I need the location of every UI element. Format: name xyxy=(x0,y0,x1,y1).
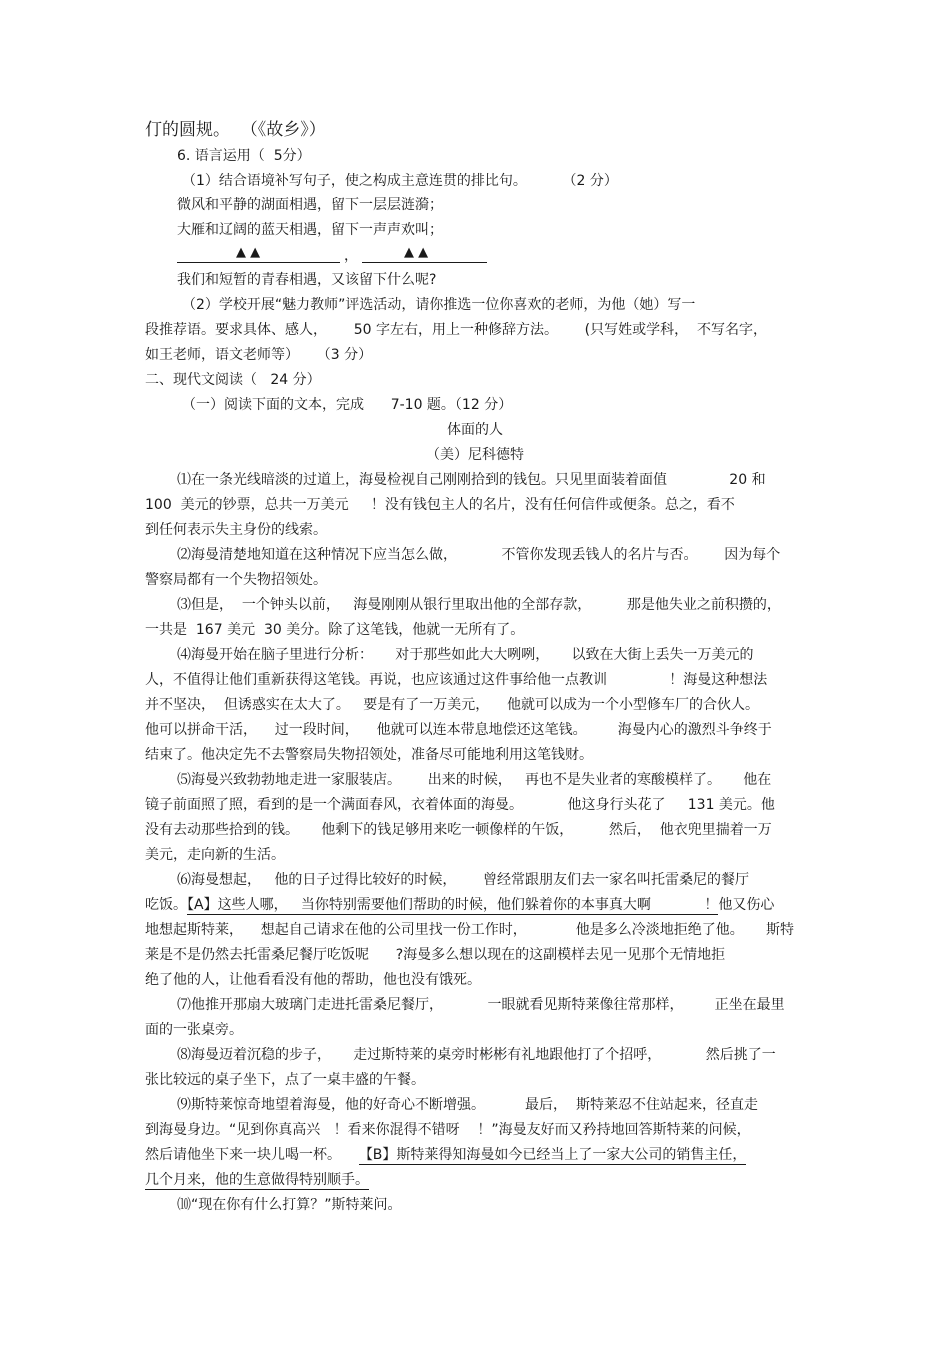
text-line: 微风和平静的湖面相遇，留下一层层涟漪； xyxy=(177,197,443,213)
question-prompt: （2）学校开展“魅力教师”评选活动，请你推选一位你喜欢的老师，为他（她）写一 xyxy=(182,297,696,313)
paragraph-line: 莱是不是仍然去托雷桑尼餐厅吃饭呢 ?海曼多么想以现在的这副模样去见一见那个无情地拒 xyxy=(145,947,726,963)
paragraph-line: 绝了他的人，让他看看没有他的帮助，他也没有饿死。 xyxy=(145,972,481,988)
paragraph-line: 没有去动那些拾到的钱。 他剩下的钱足够用来吃一顿像样的午饭， 然后， 他衣兜里揣着一万 xyxy=(145,822,772,838)
text-line: 大雁和辽阔的蓝天相遇，留下一声声欢叫； xyxy=(177,222,443,238)
paragraph-line: 到海曼身边。“见到你真高兴 ！看来你混得不错呀 ！”海曼友好而又矜持地回答斯特莱的问候， xyxy=(145,1122,751,1138)
paragraph-line: ⑹海曼想起， 他的日子过得比较好的时候， 曾经常跟朋友们去一家名叫托雷桑尼的餐厅 xyxy=(177,872,750,888)
paragraph-line: ⑻海曼迈着沉稳的步子， 走过斯特莱的桌旁时彬彬有礼地跟他打了个招呼， 然后挑了一 xyxy=(177,1047,776,1063)
paragraph-line: 一共是 167 美元 30 美分。除了这笔钱，他就一无所有了。 xyxy=(145,622,525,638)
article-author: （美）尼科德特 xyxy=(426,447,524,463)
question-heading: 6. 语言运用（ 5分） xyxy=(177,148,311,164)
paragraph-line: ⑶但是， 一个钟头以前， 海曼刚刚从银行里取出他的全部存款， 那是他失业之前积攒的， xyxy=(177,597,781,613)
paragraph-line xyxy=(145,895,774,915)
paragraph-line: ⑸海曼兴致勃勃地走进一家服装店。 出来的时候， 再也不是失业者的寒酸模样了。 他在 xyxy=(177,772,772,788)
paragraph-line: ⑴在一条光线暗淡的过道上，海曼检视自己刚刚拾到的钱包。只见里面装着面值 20 和 xyxy=(177,472,766,488)
paragraph-line: 他可以拼命干活， 过一段时间， 他就可以连本带息地偿还这笔钱。 海曼内心的激烈斗争终于 xyxy=(145,722,772,738)
underlined-passage-b-cont: 几个月来，他的生意做得特别顺手。 xyxy=(145,1172,369,1188)
paragraph-line: 结束了。他决定先不去警察局失物招领处，准备尽可能地利用这笔钱财。 xyxy=(145,747,593,763)
text-line: 如王老师，语文老师等） （3 分） xyxy=(145,347,373,363)
paragraph-line: ⑼斯特莱惊奇地望着海曼，他的好奇心不断增强。 最后， 斯特莱忍不住站起来，径直走 xyxy=(177,1097,758,1113)
paragraph-line: 并不坚决， 但诱惑实在太大了。 要是有了一万美元， 他就可以成为一个小型修车厂的合伙人。 xyxy=(145,697,760,713)
text-segment: 他又伤心 xyxy=(718,897,775,913)
paragraph-line xyxy=(145,1145,746,1165)
text-line: 仃的圆规。 （《故乡》） xyxy=(145,120,326,140)
text-segment: 然后请他坐下来一块儿喝一杯。 xyxy=(145,1147,359,1163)
paragraph-line: 张比较远的桌子坐下，点了一桌丰盛的午餐。 xyxy=(145,1072,425,1088)
text-line: 我们和短暂的青春相遇，又该留下什么呢? xyxy=(177,272,437,288)
paragraph-line: 警察局都有一个失物招领处。 xyxy=(145,572,327,588)
article-title: 体面的人 xyxy=(447,422,503,438)
answer-blank[interactable] xyxy=(362,262,487,263)
paragraph-line: ⑵海曼清楚地知道在这种情况下应当怎么做， 不管你发现丢钱人的名片与否。 因为每个 xyxy=(177,547,781,563)
triangle-marker: ▲ ▲ xyxy=(236,245,261,260)
paragraph-line: 镜子前面照了照，看到的是一个满面春风，衣着体面的海曼。 他这身行头花了 131 美元。他 xyxy=(145,797,775,813)
triangle-marker: ▲ ▲ xyxy=(404,245,429,260)
paragraph-line: ⑺他推开那扇大玻璃门走进托雷桑尼餐厅， 一眼就看见斯特莱像往常那样， 正坐在最里 xyxy=(177,997,785,1013)
paragraph-line xyxy=(145,1170,369,1190)
reading-instruction: （一）阅读下面的文本，完成 7-10 题。（12 分） xyxy=(182,397,513,413)
answer-blank[interactable] xyxy=(177,262,340,263)
paragraph-line: 地想起斯特莱， 想起自己请求在他的公司里找一份工作时， 他是多么冷淡地拒绝了他。 斯特 xyxy=(145,922,795,938)
section-heading: 二、现代文阅读（ 24 分） xyxy=(145,372,321,388)
paragraph-line: ⑽“现在你有什么打算？”斯特莱问。 xyxy=(177,1197,402,1213)
text-segment: 吃饭。 xyxy=(145,897,187,913)
paragraph-line: 面的一张桌旁。 xyxy=(145,1022,243,1038)
question-prompt: （1）结合语境补写句子，使之构成主意连贯的排比句。 （2 分） xyxy=(182,173,618,189)
paragraph-line: 100 美元的钞票，总共一万美元 ！没有钱包主人的名片，没有任何信件或便条。总之，看不 xyxy=(145,497,735,513)
paragraph-line: 美元，走向新的生活。 xyxy=(145,847,285,863)
paragraph-line: 人，不值得让他们重新获得这笔钱。再说，也应该通过这件事给他一点教训 ！海曼这种想法 xyxy=(145,672,768,688)
text-line: 段推荐语。要求具体、感人， 50 字左右，用上一种修辞方法。 (只写姓或学科， 不写名字， xyxy=(145,322,768,338)
comma: ， xyxy=(344,248,358,264)
paragraph-line: ⑷海曼开始在脑子里进行分析： 对于那些如此大大咧咧， 以致在大街上丢失一万美元的 xyxy=(177,647,754,663)
paragraph-line: 到任何表示失主身份的线索。 xyxy=(145,522,327,538)
underlined-passage-a: 【A】这些人哪， 当你特别需要他们帮助的时候，他们躲着你的本事真大啊 ！ xyxy=(187,897,719,913)
underlined-passage-b: 【B】斯特莱得知海曼如今已经当上了一家大公司的销售主任， xyxy=(358,1147,747,1163)
